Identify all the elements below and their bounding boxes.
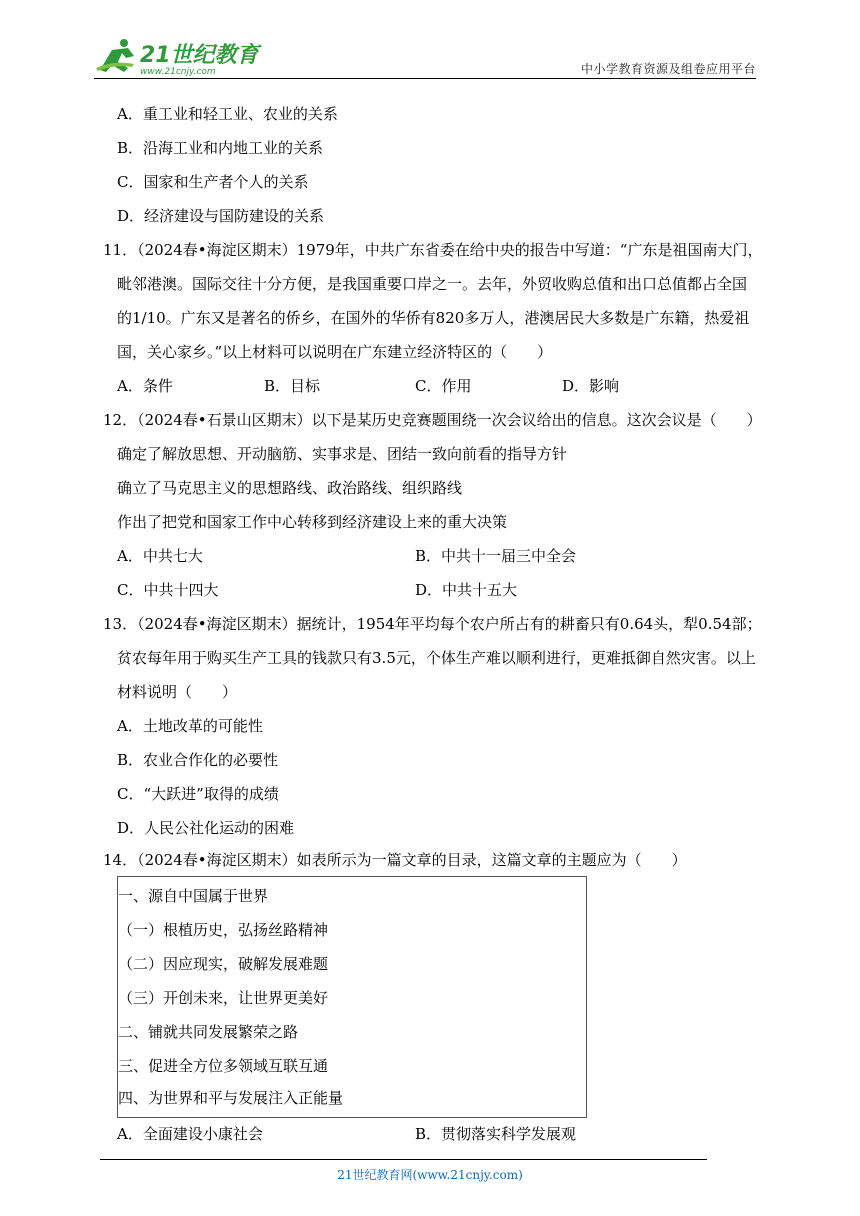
q12-info-line: 作出了把党和国家工作中心转移到经济建设上来的重大决策 bbox=[117, 513, 508, 531]
q12-stem-line: 12．（2024春•石景山区期末）以下是某历史竞赛题围绕一次会议给出的信息。这次会议是（ ） bbox=[103, 411, 762, 429]
q13-option-b: B．农业合作化的必要性 bbox=[117, 751, 279, 769]
q12-option-b: B．中共十一届三中全会 bbox=[415, 547, 577, 565]
toc-row: （二）因应现实，破解发展难题 bbox=[118, 955, 329, 973]
footer-divider bbox=[100, 1159, 707, 1160]
q10-option-d: D．经济建设与国防建设的关系 bbox=[117, 207, 325, 225]
q12-info-line: 确立了马克思主义的思想路线、政治路线、组织路线 bbox=[117, 479, 463, 497]
q14-option-a: A．全面建设小康社会 bbox=[117, 1125, 263, 1143]
runner-logo-icon bbox=[94, 38, 264, 78]
q12-option-c: C．中共十四大 bbox=[117, 581, 219, 599]
q12-option-a: A．中共七大 bbox=[117, 547, 203, 565]
logo bbox=[94, 38, 264, 78]
q13-stem-line: 13．（2024春•海淀区期末）据统计，1954年平均每个农户所占有的耕畜只有0.64头，犁0.54部； bbox=[103, 615, 762, 633]
q11-option-b: B．目标 bbox=[264, 377, 321, 395]
page-header bbox=[0, 0, 860, 80]
q11-option-c: C．作用 bbox=[415, 377, 472, 395]
logo-text: 21世纪教育 bbox=[140, 43, 259, 68]
q11-option-a: A．条件 bbox=[117, 377, 173, 395]
q13-stem-line: 贫农每年用于购买生产工具的钱款只有3.5元，个体生产难以顺利进行，更难抵御自然灾害。以上 bbox=[117, 649, 756, 667]
q13-stem-line: 材料说明（ ） bbox=[117, 683, 238, 701]
toc-row: 一、源自中国属于世界 bbox=[118, 887, 269, 905]
q12-option-d: D．中共十五大 bbox=[415, 581, 518, 599]
q10-option-b: B．沿海工业和内地工业的关系 bbox=[117, 139, 324, 157]
q13-option-d: D．人民公社化运动的困难 bbox=[117, 819, 295, 837]
q13-option-a: A．土地改革的可能性 bbox=[117, 717, 263, 735]
q10-option-c: C．国家和生产者个人的关系 bbox=[117, 173, 309, 191]
logo-url: www.21cnjy.com bbox=[140, 67, 216, 77]
toc-row: 二、铺就共同发展繁荣之路 bbox=[118, 1023, 299, 1041]
q11-stem-line: 11．（2024春•海淀区期末）1979年，中共广东省委在给中央的报告中写道：“广东是祖国南大门， bbox=[103, 241, 763, 259]
toc-row: 四、为世界和平与发展注入正能量 bbox=[118, 1089, 344, 1107]
toc-row: （三）开创未来，让世界更美好 bbox=[118, 989, 329, 1007]
platform-title: 中小学教育资源及组卷应用平台 bbox=[580, 62, 756, 76]
q11-stem-line: 的1/10。广东又是著名的侨乡，在国外的华侨有820多万人，港澳居民大多数是广东籍，热爱祖 bbox=[117, 309, 750, 327]
toc-row: 三、促进全方位多领域互联互通 bbox=[118, 1057, 329, 1075]
q13-option-c: C．“大跃进”取得的成绩 bbox=[117, 785, 279, 803]
header-divider bbox=[94, 78, 756, 79]
q11-option-d: D．影响 bbox=[562, 377, 620, 395]
q11-stem-line: 国，关心家乡。”以上材料可以说明在广东建立经济特区的（ ） bbox=[117, 343, 553, 361]
footer-link[interactable]: 21世纪教育网(www.21cnjy.com) bbox=[337, 1168, 523, 1182]
q10-option-a: A．重工业和轻工业、农业的关系 bbox=[117, 105, 338, 123]
q14-stem-line: 14．（2024春•海淀区期末）如表所示为一篇文章的目录，这篇文章的主题应为（ ） bbox=[103, 851, 687, 869]
q11-stem-line: 毗邻港澳。国际交往十分方便，是我国重要口岸之一。去年，外贸收购总值和出口总值都占全国 bbox=[117, 275, 748, 293]
q12-info-line: 确定了解放思想、开动脑筋、实事求是、团结一致向前看的指导方针 bbox=[117, 445, 568, 463]
toc-row: （一）根植历史，弘扬丝路精神 bbox=[118, 921, 329, 939]
q14-option-b: B．贯彻落实科学发展观 bbox=[415, 1125, 577, 1143]
